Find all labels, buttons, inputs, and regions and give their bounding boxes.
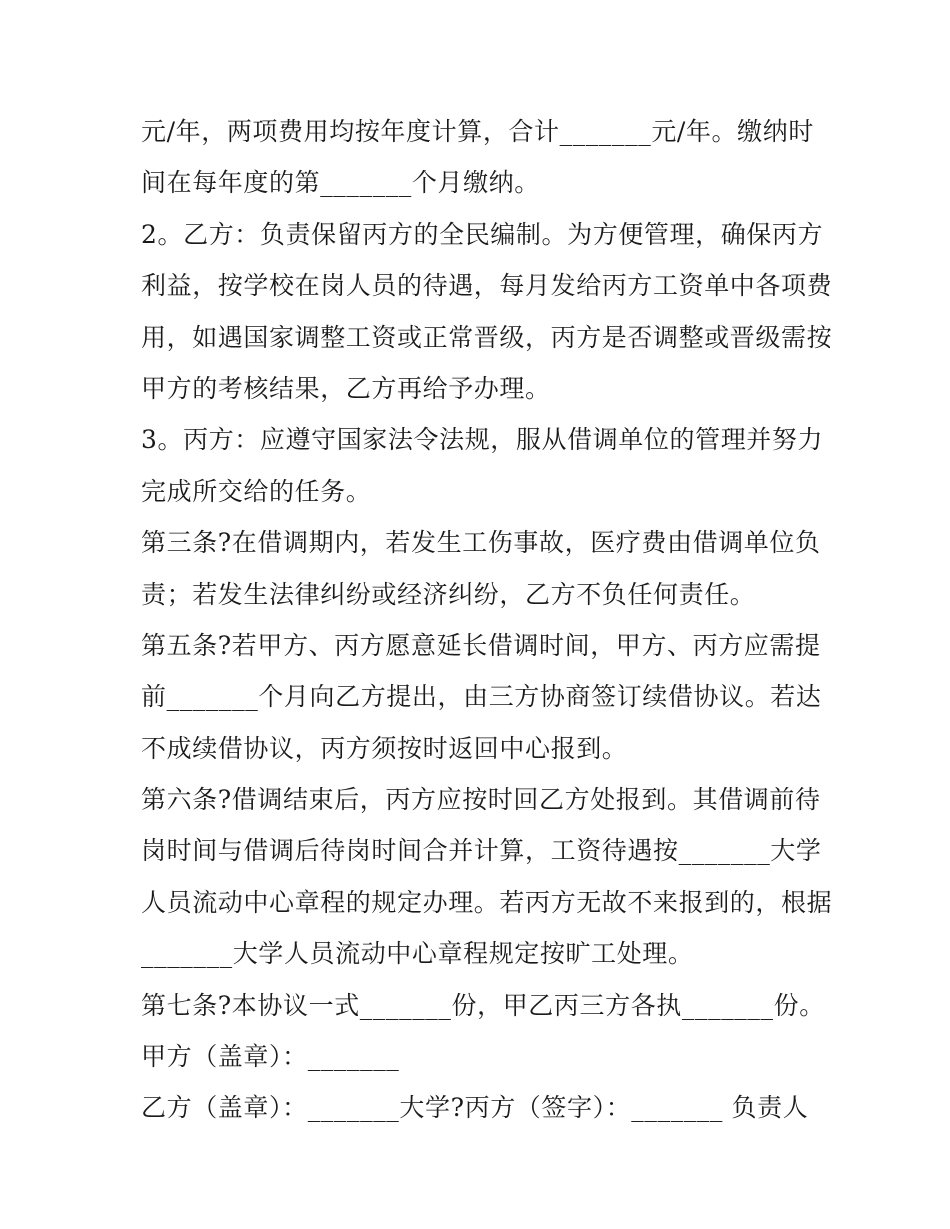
text-line: 前_______个月向乙方提出，由三方协商签订续借协议。若达 [141, 682, 822, 712]
text-line: 用，如遇国家调整工资或正常晋级，丙方是否调整或晋级需按 [141, 322, 833, 352]
text-line: 人员流动中心章程的规定办理。若丙方无故不来报到的，根据 [141, 887, 833, 917]
text-line: 第五条?若甲方、丙方愿意延长借调时间，甲方、丙方应需提 [141, 630, 821, 660]
text-line: 元/年，两项费用均按年度计算，合计_______元/年。缴纳时 [141, 117, 814, 146]
text-line: 间在每年度的第_______个月缴纳。 [141, 168, 540, 198]
text-line: 第七条?本协议一式_______份，甲乙丙三方各执_______份。 [141, 990, 825, 1020]
text-line: 第六条?借调结束后，丙方应按时回乙方处报到。其借调前待 [141, 785, 821, 815]
signature-line-party-b-c: 乙方（盖章）：_______大学?丙方（签字）：_______ 负责人 [141, 1093, 809, 1123]
agreement-body [141, 106, 831, 1134]
text-line: _______大学人员流动中心章程规定按旷工处理。 [141, 939, 694, 969]
text-line: 3。丙方：应遵守国家法令法规，服从借调单位的管理并努力 [141, 425, 824, 455]
text-line: 完成所交给的任务。 [141, 476, 372, 506]
text-line: 不成续借协议，丙方须按时返回中心报到。 [141, 733, 628, 763]
text-line: 2。乙方：负责保留丙方的全民编制。为方便管理，确保丙方 [141, 219, 824, 249]
text-line: 甲方的考核结果，乙方再给予办理。 [141, 373, 551, 403]
text-line: 岗时间与借调后待岗时间合并计算，工资待遇按_______大学 [141, 836, 822, 866]
signature-line-party-a: 甲方（盖章）：_______ [141, 1042, 400, 1072]
text-line: 第三条?在借调期内，若发生工伤事故，医疗费由借调单位负 [141, 528, 821, 558]
text-line: 利益，按学校在岗人员的待遇，每月发给丙方工资单中各项费 [141, 271, 833, 301]
text-line: 责；若发生法律纠纷或经济纠纷，乙方不负任何责任。 [141, 579, 756, 609]
